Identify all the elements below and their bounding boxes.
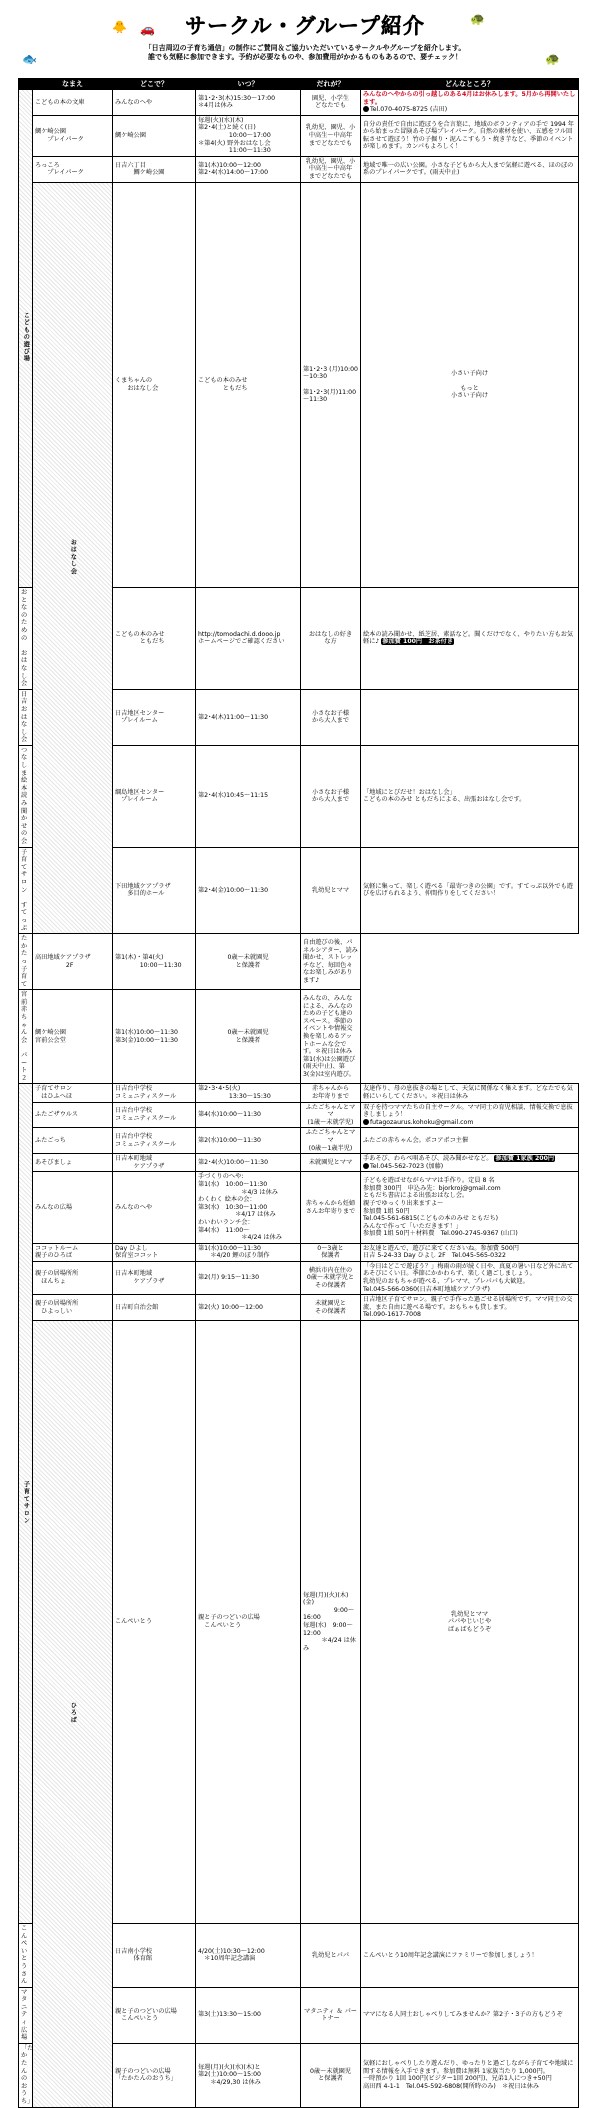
- table-row: [19, 115, 579, 156]
- circle-schedule: 第2･4(水)10:45～11:15: [196, 745, 301, 847]
- circle-audience: 赤ちゃんから妊婦 さんお年寄りまで: [301, 1172, 361, 1243]
- description-text: ふたごの赤ちゃん会。ポコアポコ主催: [363, 1136, 469, 1144]
- fish-icon: 🐟: [22, 52, 37, 66]
- description-text: 「地域にとびだせ！おはなし会」 こどもの本のみせ ともだちによる、出張おはなし会です。: [363, 788, 526, 804]
- circle-location: 高田地域ケアプラザ 2F: [33, 934, 113, 990]
- circle-location: 日吉台中学校 コミュニティスクール: [113, 1128, 196, 1154]
- circle-description: [361, 1172, 579, 1243]
- circle-audience: 小さい子向け もっと 小さい子向け: [361, 182, 579, 587]
- circle-description: [361, 1154, 579, 1172]
- header-name: なまえ: [33, 79, 113, 90]
- contact-info: futagozaurus.kohoku@gmail.com: [370, 1118, 474, 1126]
- description-text: みんなのへやからの引っ越しのある4月はお休みします。5月から再開いたします。: [363, 91, 576, 106]
- contact-info: Tel.070-4075-8725 (吉田): [370, 106, 448, 114]
- circle-location: みんなのへや: [113, 1172, 196, 1243]
- circle-name: こんぺいとう: [113, 1321, 196, 1924]
- header-what: どんなところ？: [361, 79, 579, 90]
- circle-name: 宮前赤ちゃん会 パート２: [19, 990, 33, 1084]
- phone-icon: [363, 106, 369, 112]
- description-text: 双子を持つママたちの自主サークル。ママ同士の育児相談、情報交換で息抜きしましょう！: [363, 1103, 573, 1119]
- circle-description: [361, 689, 579, 745]
- category-label: ひろば: [69, 1701, 77, 1724]
- circle-description: [361, 1923, 579, 1987]
- circle-location: こどもの本のみせ ともだち: [196, 182, 301, 587]
- header-who: だれが？: [301, 79, 361, 90]
- circle-schedule: 第1(水)10:00～11:30 ＊4/20 鯉のぼり制作: [196, 1243, 301, 1261]
- description-text: 自由遊びの後、パネルシアター、読み聞かせ、ストレッチなど、毎回色々なお楽しみがあります♪: [303, 938, 358, 984]
- circle-description: [361, 156, 579, 182]
- header-when: いつ？: [196, 79, 301, 90]
- circle-description: [361, 1243, 579, 1261]
- circle-name: 「たかたんのおうち」: [19, 2043, 33, 2107]
- circle-audience: 0歳～未就園児 と保護者: [196, 990, 301, 1084]
- description-text: 絵本の読み聞かせ、紙芝居、素話など。聞くだけでなく、やりたい方もお気軽に♪: [363, 630, 574, 646]
- phone-icon: [363, 1163, 369, 1169]
- circle-schedule: 第2(火) 10:00～12:00: [196, 1295, 301, 1321]
- circle-description: [361, 2043, 579, 2107]
- description-text: ママになる人同士おしゃべりしてみませんか？第2子・3子の方もどうぞ: [363, 2011, 563, 2019]
- circle-name: みんなの広場: [33, 1172, 113, 1243]
- circle-location: みんなのへや: [113, 90, 196, 116]
- circle-location: 親子のつどいの広場 「たかたんのおうち」: [113, 2043, 196, 2107]
- page-title: サークル・グループ紹介: [185, 14, 425, 38]
- category-label: 子育てサロン: [22, 1480, 30, 1524]
- description-text: 子どもを遊ばせながらママは手作り。定員 8 名 参加費 300円 申込み先：bjorkroj@gmail.com ともだち書店による出張おはなし会。 親子でゆっくり出来ますよ～ 参加費 1組 50円 Tel.045-561-6815(こどもの本のみせ ともだち) みんなで作って「いただきます！」 参加費 1組 50円＋材料費 Tel.090-2745-9367 (山口): [363, 1177, 518, 1238]
- circle-location: 日吉本町地域 ケアプラザ: [113, 1261, 196, 1294]
- description-text: 友達作り、母の息抜きの場として、天気に関係なく集えます。どなたでも気軽にいらしてください。＊祝日は休み: [363, 1085, 573, 1100]
- category-label: おはなし会: [69, 538, 77, 575]
- circle-location: 親と子のつどいの広場 こんぺいとう: [113, 1987, 196, 2043]
- fee-badge: 参加費 1家族 200円: [495, 1155, 555, 1163]
- category-cell: [33, 182, 113, 934]
- description-text: 地域で唯一の広い公園。小さな子どもから大人まで気軽に遊べる、ほのぼの系のプレイパークです。(雨天中止): [363, 161, 574, 177]
- circle-schedule: 毎週(月)(火)(水)(木)と 第2(土)10:00～15:00 ＊4/29,30 は休み: [196, 2043, 301, 2107]
- circle-audience: 横浜市内在住の 0歳～未就学児と その保護者: [301, 1261, 361, 1294]
- circle-name: ろっころ プレイパーク: [33, 156, 113, 182]
- circle-audience: 小さなお子様 から大人まで: [301, 745, 361, 847]
- circle-schedule: http://tomodachi.d.dooo.jp ホームページでご確認ください: [196, 588, 301, 690]
- circle-audience: 小さなお子様 から大人まで: [301, 689, 361, 745]
- circle-audience: 乳幼児とパパ: [301, 1923, 361, 1987]
- circle-name: 日吉おはなし会: [19, 689, 33, 745]
- circle-table: [18, 78, 579, 2108]
- circle-name: こんぺいとうさん: [19, 1923, 33, 1987]
- table-row: [19, 934, 579, 990]
- circle-schedule: 第1(水)10:00～11:30 第3(金)10:00～11:30: [113, 990, 196, 1084]
- table-row: [19, 1154, 579, 1172]
- circle-name: つなしま絵本 読み聞かせの会: [19, 745, 33, 847]
- circle-location: 親と子のつどいの広場 こんぺいとう: [196, 1321, 301, 1924]
- circle-schedule: 第2(月) 9:15～11:30: [196, 1261, 301, 1294]
- table-header-row: [19, 79, 579, 90]
- circle-description: [361, 745, 579, 847]
- circle-name: ココットルーム 親子のひろば: [33, 1243, 113, 1261]
- circle-schedule: 第1･2･3 (月)10:00～10:30 第1･2･3(月)11:00～11:30: [301, 182, 361, 587]
- circle-schedule: 第4(水)10:00～11:30: [196, 1102, 301, 1128]
- circle-location: 日吉台中学校 コミュニティスクール: [113, 1102, 196, 1128]
- circle-name: くまちゃんの おはなし会: [113, 182, 196, 587]
- description-text: みんなの、みんなによる、みんなのための子ども達のスペース。季節のイベントや情報交換を楽しめるアットホームな会です。＊祝日は休み 第1(水)は公園遊び(雨天中止)、第3(金)は室内遊び。: [303, 995, 356, 1079]
- circle-name: 子育てサロン すてっぷ: [19, 847, 33, 934]
- table-body: [19, 90, 579, 2108]
- circle-audience: 乳幼児、園児、小 中高生～中高年 までどなたでも: [301, 115, 361, 156]
- description-text: こんぺいとう10周年記念講演にファミリーで参加しましょう！: [363, 1951, 538, 1959]
- circle-name: たかたっ子育て: [19, 934, 33, 990]
- table-row: [19, 1084, 579, 1102]
- circle-description: [361, 1987, 579, 2043]
- table-row: [19, 1102, 579, 1128]
- intro-line-1: 「日吉周辺の子育ち通信」の制作にご賛同＆ご協力いただいているサークルやグループを紹介します。: [144, 44, 466, 52]
- category-cell: [19, 90, 33, 588]
- table-row: [19, 1128, 579, 1154]
- circle-schedule: 第2･4(金)10:00～11:30: [196, 847, 301, 934]
- table-row: [19, 1321, 579, 1924]
- circle-name: 親子の居場所所 ひよっしい: [33, 1295, 113, 1321]
- description-text: 手あそび、わらべ唄あそび、読み聞かせなど。: [363, 1155, 493, 1163]
- circle-description: [361, 1261, 579, 1294]
- circle-name: 親子の居場所所 ほんちょ: [33, 1261, 113, 1294]
- circle-audience: 0～3歳と 保護者: [301, 1243, 361, 1261]
- circle-schedule: 第2(水)10:00～11:30: [196, 1128, 301, 1154]
- circle-schedule: 4/20(土)10:30～12:00 ＊10周年記念講演: [196, 1923, 301, 1987]
- circle-audience: 未就園児と その保護者: [301, 1295, 361, 1321]
- circle-audience: マタニティ ＆ パートナー: [301, 1987, 361, 2043]
- circle-location: 日吉南小学校 体育館: [113, 1923, 196, 1987]
- circle-schedule: 第2･3･4･5(火) 13:30～15:30: [196, 1084, 301, 1102]
- category-cell: [19, 1084, 33, 1924]
- circle-audience: 赤ちゃんから お年寄りまで: [301, 1084, 361, 1102]
- circle-description: [361, 1295, 579, 1321]
- circle-schedule: 第3(土)13:30～15:00: [196, 1987, 301, 2043]
- description-text: 「今日はどこで遊ぼう？」梅雨の雨が続く日や、真夏の暑い日など外に出てあそびにくい日。季節にかかわらず、楽しく過ごしましょう。 乳幼児のおもちゃが遊べる、プレママ、プレパパも大歓迎。 Tel.045-566-0360(日吉本町地域ケアプラザ): [363, 1262, 574, 1293]
- table-row: [19, 90, 579, 116]
- circle-description: [361, 847, 579, 934]
- table-row: [19, 1261, 579, 1294]
- circle-location: 日吉本町地域 ケアプラザ: [113, 1154, 196, 1172]
- circle-location: 日吉六丁目 鯛ケ崎公園: [113, 156, 196, 182]
- circle-description: [361, 1102, 579, 1128]
- circle-schedule: 第1(木)10:00～12:00 第2･4(水)14:00～17:00: [196, 156, 301, 182]
- header-spacer: [19, 79, 33, 90]
- circle-schedule: 第1･2･3(木)15:30～17:00 ＊4月は休み: [196, 90, 301, 116]
- circle-description: [361, 90, 579, 116]
- circle-location: 綱島地区センター プレイルーム: [113, 745, 196, 847]
- circle-audience: 乳幼児とママ: [301, 847, 361, 934]
- circle-location: 鯛ケ崎公園 宮前公会堂: [33, 990, 113, 1084]
- circle-audience: ふたごちゃんとママ (0歳～1歳半児): [301, 1128, 361, 1154]
- circle-audience: 0歳～未就園児 と保護者: [301, 2043, 361, 2107]
- duck-icon: 🐥: [112, 20, 127, 34]
- circle-schedule: 毎週(月)(火)(木)(金) 9:00～16:00 毎週(水) 9:00～12:00 ＊4/24 は休み: [301, 1321, 361, 1924]
- circle-location: 鯛ケ崎公園: [113, 115, 196, 156]
- circle-schedule: 毎週(火)(水)(木) 第2･4(土)と続く(日) 10:00～17:00 ＊第4(火) 野外おはなし会 11:00～11:30: [196, 115, 301, 156]
- description-text: 気軽におしゃべりしたり遊んだり、ゆったりと過ごしながら子育てや地域に関する情報を入手できます。参加費は無料 1家族当たり 1,000円。 一時預かり 1回 100円(ビジター1回 200円)、兄弟1人につき+50円 高田西 4-1-1 Tel.045-592-6808(開所時のみ) ＊祝日は休み: [363, 2060, 574, 2090]
- page-header: [0, 0, 595, 72]
- table-row: [19, 1243, 579, 1261]
- circle-audience: おはなしの好き な方: [301, 588, 361, 690]
- circle-description: [361, 1128, 579, 1154]
- circle-location: 日吉台中学校 コミュニティスクール: [113, 1084, 196, 1102]
- circle-schedule: 第1(木)・第4(火) 10:00～11:30: [113, 934, 196, 990]
- circle-name: 子育てサロン はひふへほ: [33, 1084, 113, 1102]
- description-text: 日吉地区子育てサロン。親子で手作った過ごせる居場所です。ママ同士の交流、また自由に遊べる場です。おもちゃも貸します。 Tel.090-1617-7008: [363, 1296, 573, 1319]
- intro-line-2: 誰でも気軽に参加できます。予約が必要なものや、参加費用がかかるものもあるので、要チェック！: [148, 53, 462, 61]
- fee-badge: 参加費 100円 お茶付き: [382, 638, 454, 646]
- circle-description: [361, 115, 579, 156]
- circle-location: 日吉町自治会館: [113, 1295, 196, 1321]
- category-label: こどもの遊び場: [22, 312, 30, 363]
- category-cell: [33, 1321, 113, 2108]
- circle-audience: 乳幼児、園児、小 中高生～中高年 までどなたでも: [301, 156, 361, 182]
- header-where: どこで？: [113, 79, 196, 90]
- circle-schedule: 第2･4(火)10:00～11:30: [196, 1154, 301, 1172]
- circle-description: [301, 990, 361, 1084]
- table-row: [19, 990, 579, 1084]
- circle-name: ふたごザウルス: [33, 1102, 113, 1128]
- circle-name: 鯛ケ崎公園 プレイパーク: [33, 115, 113, 156]
- circle-audience: 園児、小学生 どなたでも: [301, 90, 361, 116]
- circle-schedule: 第2･4(木)11:00～11:30: [196, 689, 301, 745]
- circle-name: こどもの本の文庫: [33, 90, 113, 116]
- circle-location: 下田地域ケアプラザ 多目的ホール: [113, 847, 196, 934]
- circle-audience: 未就園児とママ: [301, 1154, 361, 1172]
- circle-description: [361, 1084, 579, 1102]
- circle-name: あそびましょ: [33, 1154, 113, 1172]
- circle-audience: 乳幼児とママ パパやじいじや ばぁばもどうぞ: [361, 1321, 579, 1924]
- description-text: お友達と遊んで、遊びに来てくださいね。参加費 500円 日吉 5-24-33 Day ひよし 2F Tel.045-565-0322: [363, 1244, 519, 1260]
- circle-description: [361, 588, 579, 690]
- intro-text: [95, 44, 515, 62]
- circle-audience: ふたごちゃんとママ (1歳～未就学児): [301, 1102, 361, 1128]
- contact-info: Tel.045-562-7023 (加藤): [370, 1162, 444, 1170]
- turtle-icon: 🐢: [470, 12, 485, 26]
- circle-schedule: 手づくりのへや: 第1(水) 10:00～11:30 ＊4/3 は休み わくわく 絵本の会： 第3(水) 10:30～11:00 ＊4/17 は休み わいわいランチ会： 第4(水) 11:00～ ＊4/24 は休み: [196, 1172, 301, 1243]
- turtle-icon: 🐢: [545, 52, 560, 66]
- description-text: 自分の責任で自由に遊ぼうを合言葉に、地域のボランティアの手で 1994 年から始まった冒険あそび場プレイパーク。自然の素材を使い、五感をフル回転させて遊ぼう！竹の子掘り・泥んこすもう・焼き芋など、季節のイベントが楽しめます。カンパもよろしく！: [363, 120, 574, 151]
- circle-audience: 0歳～未就園児 と保護者: [196, 934, 301, 990]
- phone-icon: [363, 1119, 369, 1125]
- circle-location: こどもの本のみせ ともだち: [113, 588, 196, 690]
- circle-name: おとなのための おはなし会: [19, 588, 33, 690]
- circle-location: Day ひよし 保育室ココット: [113, 1243, 196, 1261]
- circle-name: ふたごっち: [33, 1128, 113, 1154]
- circle-name: マタニティ広場: [19, 1987, 33, 2043]
- circle-description: [301, 934, 361, 990]
- description-text: 気軽に集って、楽しく遊べる「最寄つきの公園」です。すてっぷ以外でも遊びを広げられるよう、仲間作りをしてください！: [363, 882, 573, 898]
- table-row: [19, 1295, 579, 1321]
- table-row: [19, 182, 579, 587]
- car-icon: 🚗: [140, 22, 155, 36]
- circle-location: 日吉地区センター プレイルーム: [113, 689, 196, 745]
- table-row: [19, 156, 579, 182]
- table-row: [19, 1172, 579, 1243]
